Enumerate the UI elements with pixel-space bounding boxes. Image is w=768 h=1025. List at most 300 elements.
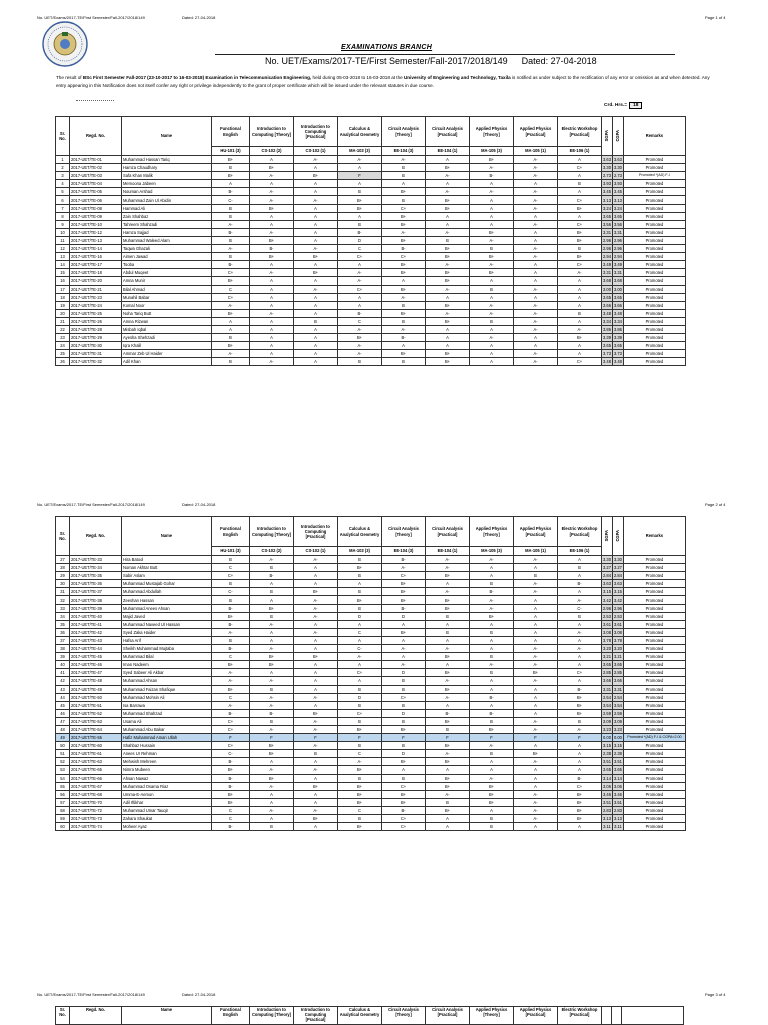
- grade-cell: C+: [338, 285, 382, 293]
- remarks-cell: Promoted: [623, 693, 685, 701]
- remarks-cell: Promoted: [623, 564, 685, 572]
- table-row: [56, 734, 686, 742]
- sgpa-label: SGPA: [604, 529, 610, 542]
- grade-cell: A: [250, 798, 294, 806]
- grade-cell: A: [514, 628, 558, 636]
- remarks-cell: Promoted: [623, 358, 685, 366]
- sgpa-cell: 3.27: [603, 565, 611, 571]
- sgpa-cell: 3.39: [603, 335, 611, 341]
- cgpa-cell: 2.73: [613, 173, 622, 179]
- table-row: [56, 588, 686, 596]
- grade-cell: B+: [382, 790, 426, 798]
- sgpa-cell: 3.09: [603, 718, 611, 724]
- grade-cell: A: [558, 172, 602, 180]
- sr-cell: 38: [56, 645, 70, 653]
- table-row: [56, 556, 686, 564]
- name-cell: Muhammad Waleed Alam: [122, 236, 212, 244]
- grade-cell: B: [382, 701, 426, 709]
- grade-cell: A: [514, 823, 558, 831]
- sr-cell: 16: [56, 277, 70, 285]
- grade-cell: B: [338, 220, 382, 228]
- grade-cell: B+: [426, 685, 470, 693]
- grade-cell: A: [294, 350, 338, 358]
- grade-cell: B: [470, 669, 514, 677]
- grade-cell: F: [212, 734, 250, 742]
- grade-cell: B: [382, 717, 426, 725]
- sr-cell: 19: [56, 301, 70, 309]
- cgpa-cell: 2.59: [613, 710, 622, 716]
- grade-cell: A: [294, 164, 338, 172]
- grade-cell: B: [250, 612, 294, 620]
- cgpa-cell: 3.61: [613, 621, 622, 627]
- cgpa-cell: 3.23: [613, 727, 622, 733]
- grade-cell: A: [294, 261, 338, 269]
- remarks-cell: Promoted: [623, 661, 685, 669]
- grade-cell: A: [338, 301, 382, 309]
- sgpa-cell: 3.51: [603, 759, 611, 765]
- sr-cell: 23: [56, 334, 70, 342]
- regd-cell: 2017-UET/TE-20: [70, 277, 122, 285]
- table-row: [56, 628, 686, 636]
- name-cell: Zain Shahbaz: [122, 212, 212, 220]
- grade-cell: A: [426, 580, 470, 588]
- sgpa-cell: 3.48: [603, 359, 611, 365]
- grade-cell: D: [338, 612, 382, 620]
- sgpa-cell: 3.63: [603, 157, 611, 163]
- grade-cell: A: [294, 774, 338, 782]
- course-header: Introduction to Computing [Theory]: [250, 517, 294, 547]
- grade-cell: A: [514, 269, 558, 277]
- doc-reference-p2: No. UET/Exams/2017-TE/First Semester/Fall-2017/2018/149: [37, 502, 145, 507]
- grade-cell: A: [294, 661, 338, 669]
- cgpa-cell: 2.96: [613, 605, 622, 611]
- sgpa-cell: 3.61: [603, 621, 611, 627]
- remarks-cell: Promoted: [623, 806, 685, 814]
- grade-cell: C+: [558, 782, 602, 790]
- course-code: MA-103 (3): [338, 547, 382, 556]
- sr-cell: 12: [56, 245, 70, 253]
- regd-cell: 2017-UET/TE-44: [70, 645, 122, 653]
- grade-cell: A-: [426, 261, 470, 269]
- remarks-cell: Promoted: [623, 204, 685, 212]
- grade-cell: B+: [250, 204, 294, 212]
- grade-cell: A: [470, 196, 514, 204]
- name-cell: Muhammad Anees Ahsan: [122, 604, 212, 612]
- regd-cell: 2017-UET/TE-51: [70, 701, 122, 709]
- grade-cell: B+: [426, 669, 470, 677]
- cgpa-cell: 3.51: [613, 799, 622, 805]
- grade-cell: A: [558, 750, 602, 758]
- course-code: EE-106 (1): [558, 147, 602, 156]
- grade-cell: A: [338, 293, 382, 301]
- grade-cell: B+: [338, 334, 382, 342]
- remarks-cell: Promoted: [623, 628, 685, 636]
- grade-cell: A: [470, 325, 514, 333]
- grade-cell: B+: [250, 253, 294, 261]
- cgpa-cell: 2.83: [613, 807, 622, 813]
- course-code: CS-102 (1): [294, 147, 338, 156]
- grade-cell: C: [338, 628, 382, 636]
- grade-cell: A-: [470, 596, 514, 604]
- grade-cell: B: [212, 212, 250, 220]
- regd-cell: 2017-UET/TE-26: [70, 317, 122, 325]
- grade-cell: B+: [426, 717, 470, 725]
- grade-cell: B+: [426, 774, 470, 782]
- regd-cell: 2017-UET/TE-48: [70, 677, 122, 685]
- regd-cell: 2017-UET/TE-24: [70, 301, 122, 309]
- grade-cell: A: [470, 636, 514, 644]
- grade-cell: B: [426, 236, 470, 244]
- regd-cell: 2017-UET/TE-53: [70, 717, 122, 725]
- sr-cell: 22: [56, 325, 70, 333]
- name-cell: Muhammad Ahsan: [122, 677, 212, 685]
- grade-cell: A-: [514, 725, 558, 733]
- grade-cell: A-: [514, 350, 558, 358]
- grade-cell: B: [470, 653, 514, 661]
- regd-cell: 2017-UET/TE-70: [70, 798, 122, 806]
- grade-cell: C+: [558, 358, 602, 366]
- grade-cell: B+: [382, 758, 426, 766]
- grade-cell: A: [338, 261, 382, 269]
- grade-cell: B+: [338, 823, 382, 831]
- grade-cell: A: [212, 180, 250, 188]
- grade-cell: A: [514, 261, 558, 269]
- grade-cell: A: [514, 693, 558, 701]
- sgpa-cell: 3.42: [603, 597, 611, 603]
- sr-cell: 11: [56, 236, 70, 244]
- grade-cell: C+: [558, 669, 602, 677]
- remarks-cell: Promoted: [623, 709, 685, 717]
- grade-cell: A-: [294, 766, 338, 774]
- grade-cell: B: [212, 636, 250, 644]
- grade-cell: B+: [558, 815, 602, 823]
- grade-cell: C+: [382, 815, 426, 823]
- grade-cell: A-: [426, 564, 470, 572]
- grade-cell: A: [558, 742, 602, 750]
- sr-cell: 18: [56, 293, 70, 301]
- grade-cell: A: [426, 815, 470, 823]
- grade-cell: A: [470, 204, 514, 212]
- grade-cell: B+: [212, 309, 250, 317]
- grade-cell: C+: [382, 204, 426, 212]
- sgpa-cell: 3.65: [603, 662, 611, 668]
- remarks-cell: Promoted: [623, 645, 685, 653]
- table-row: [56, 277, 686, 285]
- regd-cell: 2017-UET/TE-18: [70, 269, 122, 277]
- name-cell: Muhammad Abu Bakar: [122, 725, 212, 733]
- grade-cell: A: [470, 685, 514, 693]
- grade-cell: B+: [338, 766, 382, 774]
- sr-cell: 50: [56, 742, 70, 750]
- name-cell: Hammad Ali: [122, 204, 212, 212]
- cgpa-cell: 3.11: [614, 824, 622, 830]
- table-row: [56, 156, 686, 164]
- grade-cell: B+: [338, 725, 382, 733]
- grade-cell: A-: [514, 798, 558, 806]
- grade-cell: B+: [426, 742, 470, 750]
- grade-cell: C+: [382, 823, 426, 831]
- grade-cell: A: [558, 758, 602, 766]
- cgpa-cell: 3.13: [613, 816, 622, 822]
- table-row: [56, 309, 686, 317]
- remarks-cell: Promoted: [623, 156, 685, 164]
- grade-cell: A: [294, 669, 338, 677]
- remarks-cell: Promoted: [623, 228, 685, 236]
- table-row: [56, 725, 686, 733]
- course-header: Applied Physics [Theory]: [470, 117, 514, 147]
- grade-cell: A: [294, 790, 338, 798]
- sr-cell: 6: [56, 196, 70, 204]
- grade-cell: B+: [558, 806, 602, 814]
- grade-cell: F: [382, 734, 426, 742]
- grade-cell: A: [250, 212, 294, 220]
- crd-label: Crd. Hrs.=: [604, 103, 628, 108]
- grade-cell: B+: [382, 350, 426, 358]
- name-cell: Muhammad Osama Riaz: [122, 782, 212, 790]
- grade-cell: A: [294, 212, 338, 220]
- regd-cell: 2017-UET/TE-31: [70, 350, 122, 358]
- grade-cell: A: [470, 180, 514, 188]
- grade-cell: B-: [382, 604, 426, 612]
- grade-cell: A: [558, 636, 602, 644]
- grade-cell: A-: [514, 358, 558, 366]
- name-cell: Taqwa Ghazali: [122, 245, 212, 253]
- grade-cell: B+: [294, 815, 338, 823]
- sgpa-cell: 2.83: [603, 807, 611, 813]
- para-text-3: is notified as under subject to the rectification of any error or omission as and when detected. Any entry appearing in this Notification does not itself confer any right or privilege independently to the grant of proper certificate which will be issued under the relevant statutes in due course.: [56, 75, 710, 89]
- sr-cell: 21: [56, 317, 70, 325]
- cgpa-cell: 3.73: [613, 351, 622, 357]
- grade-cell: A: [558, 350, 602, 358]
- name-cell: Hamza Chaudhary: [122, 164, 212, 172]
- grade-cell: A: [338, 661, 382, 669]
- grade-cell: A: [558, 212, 602, 220]
- grade-cell: A-: [426, 309, 470, 317]
- grade-cell: B: [338, 774, 382, 782]
- sr-cell: 20: [56, 309, 70, 317]
- grade-cell: A-: [470, 742, 514, 750]
- grade-cell: B+: [382, 596, 426, 604]
- remarks-cell: Promoted: [623, 285, 685, 293]
- grade-cell: B+: [382, 588, 426, 596]
- grade-cell: A-: [294, 742, 338, 750]
- grade-cell: B-: [250, 245, 294, 253]
- grade-cell: A: [294, 204, 338, 212]
- grade-cell: B+: [250, 742, 294, 750]
- grade-cell: A-: [382, 325, 426, 333]
- table-row: [56, 645, 686, 653]
- table-row: [56, 196, 686, 204]
- sgpa-cell: 3.86: [603, 327, 611, 333]
- cgpa-cell: 2.54: [613, 694, 622, 700]
- grade-cell: A: [558, 588, 602, 596]
- course-code: MA-105 (3): [470, 147, 514, 156]
- grade-cell: B-: [212, 188, 250, 196]
- grade-cell: A-: [212, 245, 250, 253]
- grade-cell: B+: [426, 596, 470, 604]
- grade-cell: C-: [212, 588, 250, 596]
- grade-cell: B+: [338, 782, 382, 790]
- sr-cell: 9: [56, 220, 70, 228]
- sr-cell: 24: [56, 342, 70, 350]
- grade-cell: B+: [382, 580, 426, 588]
- grade-cell: B-: [212, 758, 250, 766]
- grade-cell: B+: [426, 758, 470, 766]
- sr-cell: 39: [56, 653, 70, 661]
- cgpa-cell: 3.65: [613, 294, 622, 300]
- cgpa-label: CGPA: [615, 529, 621, 542]
- grade-cell: B-: [212, 774, 250, 782]
- remarks-cell: Promoted: [623, 325, 685, 333]
- sgpa-cell: 3.14: [603, 775, 611, 781]
- remarks-cell: Promoted: [623, 596, 685, 604]
- grade-cell: B: [212, 253, 250, 261]
- notification-paragraph: [56, 74, 716, 91]
- grade-cell: B+: [382, 798, 426, 806]
- cgpa-cell: 3.63: [613, 581, 622, 587]
- name-cell: Muhammad Bilal: [122, 653, 212, 661]
- sr-cell: 32: [56, 596, 70, 604]
- sr-cell: 1: [56, 156, 70, 164]
- remarks-cell: Promoted: [623, 317, 685, 325]
- sgpa-cell: 3.11: [603, 824, 611, 830]
- grade-cell: A-: [514, 645, 558, 653]
- grade-cell: A: [250, 342, 294, 350]
- grade-cell: A: [426, 661, 470, 669]
- course-header: Calculus & Analytical Geometry: [338, 117, 382, 147]
- grade-cell: A-: [514, 325, 558, 333]
- grade-cell: A: [294, 293, 338, 301]
- grade-cell: B+: [382, 285, 426, 293]
- grade-cell: B+: [294, 588, 338, 596]
- grade-cell: B: [212, 358, 250, 366]
- sgpa-cell: 2.96: [603, 237, 611, 243]
- grade-cell: B+: [294, 782, 338, 790]
- grade-cell: A-: [250, 228, 294, 236]
- grade-cell: B: [382, 164, 426, 172]
- grade-cell: B: [250, 823, 294, 831]
- course-code: MA-105 (3): [470, 547, 514, 556]
- grade-cell: B+: [426, 269, 470, 277]
- para-dotted-rule: [76, 100, 114, 101]
- grade-cell: A-: [514, 806, 558, 814]
- grade-cell: B+: [382, 628, 426, 636]
- cgpa-cell: 3.00: [613, 286, 622, 292]
- cgpa-header: [612, 1007, 622, 1025]
- name-cell: Muhammad Abdullah: [122, 588, 212, 596]
- sr-cell: 17: [56, 285, 70, 293]
- sr-cell: 2: [56, 164, 70, 172]
- sgpa-cell: 3.63: [603, 581, 611, 587]
- grade-cell: A: [470, 350, 514, 358]
- sgpa-cell: 3.65: [603, 294, 611, 300]
- sgpa-header: [602, 1007, 612, 1025]
- grade-cell: B: [426, 612, 470, 620]
- name-cell: Umma-E-Aemon: [122, 790, 212, 798]
- sr-cell: 5: [56, 188, 70, 196]
- grade-cell: A: [558, 293, 602, 301]
- grade-cell: B: [470, 750, 514, 758]
- grade-cell: B+: [558, 709, 602, 717]
- sr-cell: 41: [56, 669, 70, 677]
- grade-cell: A-: [514, 588, 558, 596]
- regd-cell: 2017-UET/TE-35: [70, 572, 122, 580]
- table-row: [56, 245, 686, 253]
- grade-cell: B+: [382, 220, 426, 228]
- sr-cell: 26: [56, 358, 70, 366]
- grade-cell: A-: [382, 228, 426, 236]
- name-cell: Muhammad Zain Ul Abidin: [122, 196, 212, 204]
- grade-cell: D: [338, 236, 382, 244]
- grade-cell: A-: [250, 172, 294, 180]
- name-cell: Syed Zaka Haider: [122, 628, 212, 636]
- grade-cell: B-: [212, 228, 250, 236]
- grade-cell: A-: [294, 725, 338, 733]
- grade-cell: A-: [338, 350, 382, 358]
- name-cell: Shahbaz Hussain: [122, 742, 212, 750]
- grade-cell: A: [470, 766, 514, 774]
- sr-cell: 46: [56, 709, 70, 717]
- grade-cell: B: [294, 750, 338, 758]
- cgpa-cell: 3.13: [613, 197, 622, 203]
- grade-cell: B: [470, 628, 514, 636]
- grade-cell: B-: [250, 709, 294, 717]
- table-row: [56, 750, 686, 758]
- sgpa-cell: 2.96: [603, 246, 611, 252]
- sr-cell: 57: [56, 798, 70, 806]
- course-code: EE-104 (3): [382, 547, 426, 556]
- notification-number: [265, 56, 597, 66]
- grade-cell: A-: [212, 677, 250, 685]
- regd-cell: 2017-UET/TE-45: [70, 653, 122, 661]
- grade-cell: A: [338, 620, 382, 628]
- grade-cell: A-: [294, 156, 338, 164]
- sgpa-cell: 3.13: [603, 816, 611, 822]
- grade-cell: B+: [470, 269, 514, 277]
- cgpa-cell: 3.65: [613, 343, 622, 349]
- grade-cell: B: [558, 180, 602, 188]
- grade-cell: A-: [558, 725, 602, 733]
- grade-cell: B+: [294, 269, 338, 277]
- sgpa-cell: 3.13: [603, 197, 611, 203]
- remarks-cell: Promoted: [623, 669, 685, 677]
- grade-cell: B: [382, 172, 426, 180]
- table-row: [56, 358, 686, 366]
- grade-cell: B: [382, 301, 426, 309]
- grade-cell: A: [294, 188, 338, 196]
- grade-cell: A: [250, 350, 294, 358]
- grade-cell: A-: [426, 228, 470, 236]
- grade-cell: B+: [338, 790, 382, 798]
- grade-cell: B+: [514, 669, 558, 677]
- name-cell: Sabir Aslam: [122, 572, 212, 580]
- name-cell: Amna Munir: [122, 277, 212, 285]
- grade-cell: A: [250, 815, 294, 823]
- grade-cell: B-: [470, 588, 514, 596]
- grade-cell: B: [558, 612, 602, 620]
- cgpa-cell: 3.93: [613, 181, 622, 187]
- grade-cell: A-: [250, 620, 294, 628]
- grade-cell: A-: [294, 556, 338, 564]
- name-cell: Ayesha Shehzadi: [122, 334, 212, 342]
- grade-cell: C-: [212, 750, 250, 758]
- grade-cell: A-: [470, 556, 514, 564]
- grade-cell: A: [426, 156, 470, 164]
- sgpa-cell: 3.48: [603, 310, 611, 316]
- table-row: [56, 717, 686, 725]
- grade-cell: B: [382, 742, 426, 750]
- grade-cell: B-: [558, 685, 602, 693]
